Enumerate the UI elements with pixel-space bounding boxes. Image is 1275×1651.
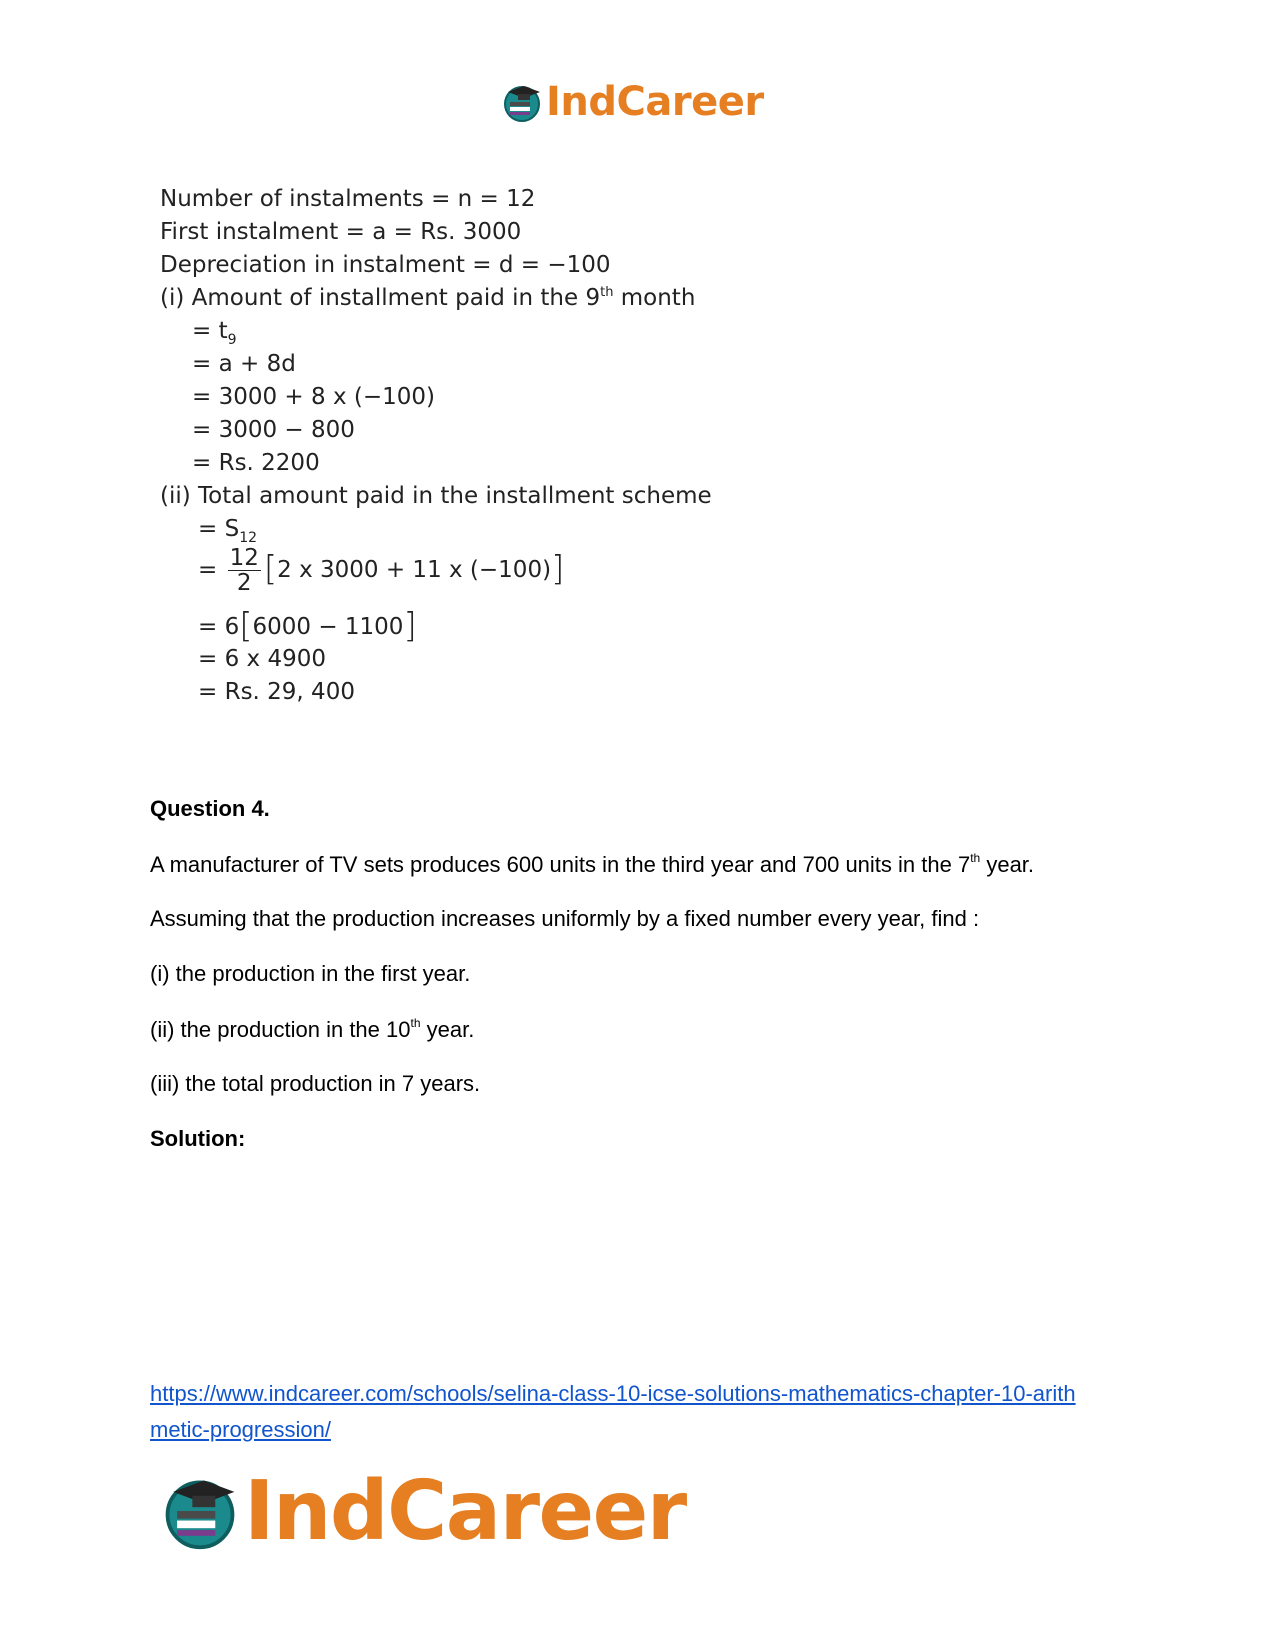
math-line: = 3000 + 8 x (−100) — [192, 384, 435, 410]
subscript: 12 — [239, 530, 258, 546]
left-bracket: [ — [239, 606, 253, 646]
math-line: = a + 8d — [192, 351, 296, 377]
globe-graduation-cap-icon — [158, 1469, 242, 1553]
math-line: = 6 x 4900 — [198, 646, 326, 672]
math-line — [198, 516, 257, 546]
question-text: year. — [980, 852, 1035, 877]
math-text: month — [613, 285, 696, 311]
math-line: Number of instalments = n = 12 — [160, 186, 536, 212]
footer-logo — [158, 1463, 686, 1559]
math-text: = S — [198, 516, 240, 542]
logo-wordmark: IndCareer — [546, 79, 764, 125]
logo-wordmark: IndCareer — [244, 1463, 686, 1559]
subscript: 9 — [227, 332, 237, 348]
question-text: year. — [420, 1017, 475, 1042]
question-text: A manufacturer of TV sets produces 600 units in the third year and 700 units in the 7 — [150, 852, 971, 877]
right-bracket: ] — [551, 549, 565, 589]
left-bracket: [ — [263, 549, 278, 589]
fraction-numerator: 12 — [229, 545, 259, 571]
link-line[interactable]: https://www.indcareer.com/schools/selina-class-10-icse-solutions-mathematics-chapter-10-arith — [150, 1381, 1076, 1406]
question-text: (ii) the production in the 10 — [150, 1017, 411, 1042]
math-line: = 3000 − 800 — [192, 417, 355, 443]
solution-label: Solution: — [150, 1126, 246, 1151]
question-part: (i) the production in the first year. — [150, 961, 471, 986]
question-part: (iii) the total production in 7 years. — [150, 1071, 481, 1096]
link-line[interactable]: metic-progression/ — [150, 1417, 331, 1442]
math-text: 2 x 3000 + 11 x (−100) — [277, 557, 552, 583]
math-line — [192, 318, 237, 348]
math-text: 6000 − 1100 — [252, 614, 404, 640]
superscript: th — [600, 285, 614, 300]
math-line — [198, 546, 564, 595]
math-line: = Rs. 2200 — [192, 450, 320, 476]
globe-graduation-cap-icon — [500, 80, 544, 124]
superscript: th — [970, 851, 981, 865]
superscript: th — [410, 1016, 421, 1030]
math-text: = t — [192, 318, 228, 344]
right-bracket: ] — [403, 606, 417, 646]
math-line: = Rs. 29, 400 — [198, 679, 355, 705]
source-link[interactable] — [150, 1376, 1110, 1448]
fraction — [228, 546, 261, 595]
math-text: = 6 — [198, 614, 240, 640]
math-text: = — [198, 557, 218, 583]
header-logo — [500, 74, 764, 130]
question-paragraph: Assuming that the production increases uniformly by a fixed number every year, find : — [150, 906, 980, 931]
math-line — [160, 285, 695, 311]
fraction-denominator: 2 — [236, 570, 252, 596]
math-line: Depreciation in instalment = d = −100 — [160, 252, 611, 278]
math-text: (i) Amount of installment paid in the 9 — [160, 285, 601, 311]
math-line: First instalment = a = Rs. 3000 — [160, 219, 522, 245]
question-part — [150, 1016, 474, 1043]
math-line: (ii) Total amount paid in the installment scheme — [160, 483, 712, 509]
question-heading: Question 4. — [150, 796, 270, 821]
question-paragraph — [150, 851, 1034, 878]
math-line — [198, 606, 417, 646]
